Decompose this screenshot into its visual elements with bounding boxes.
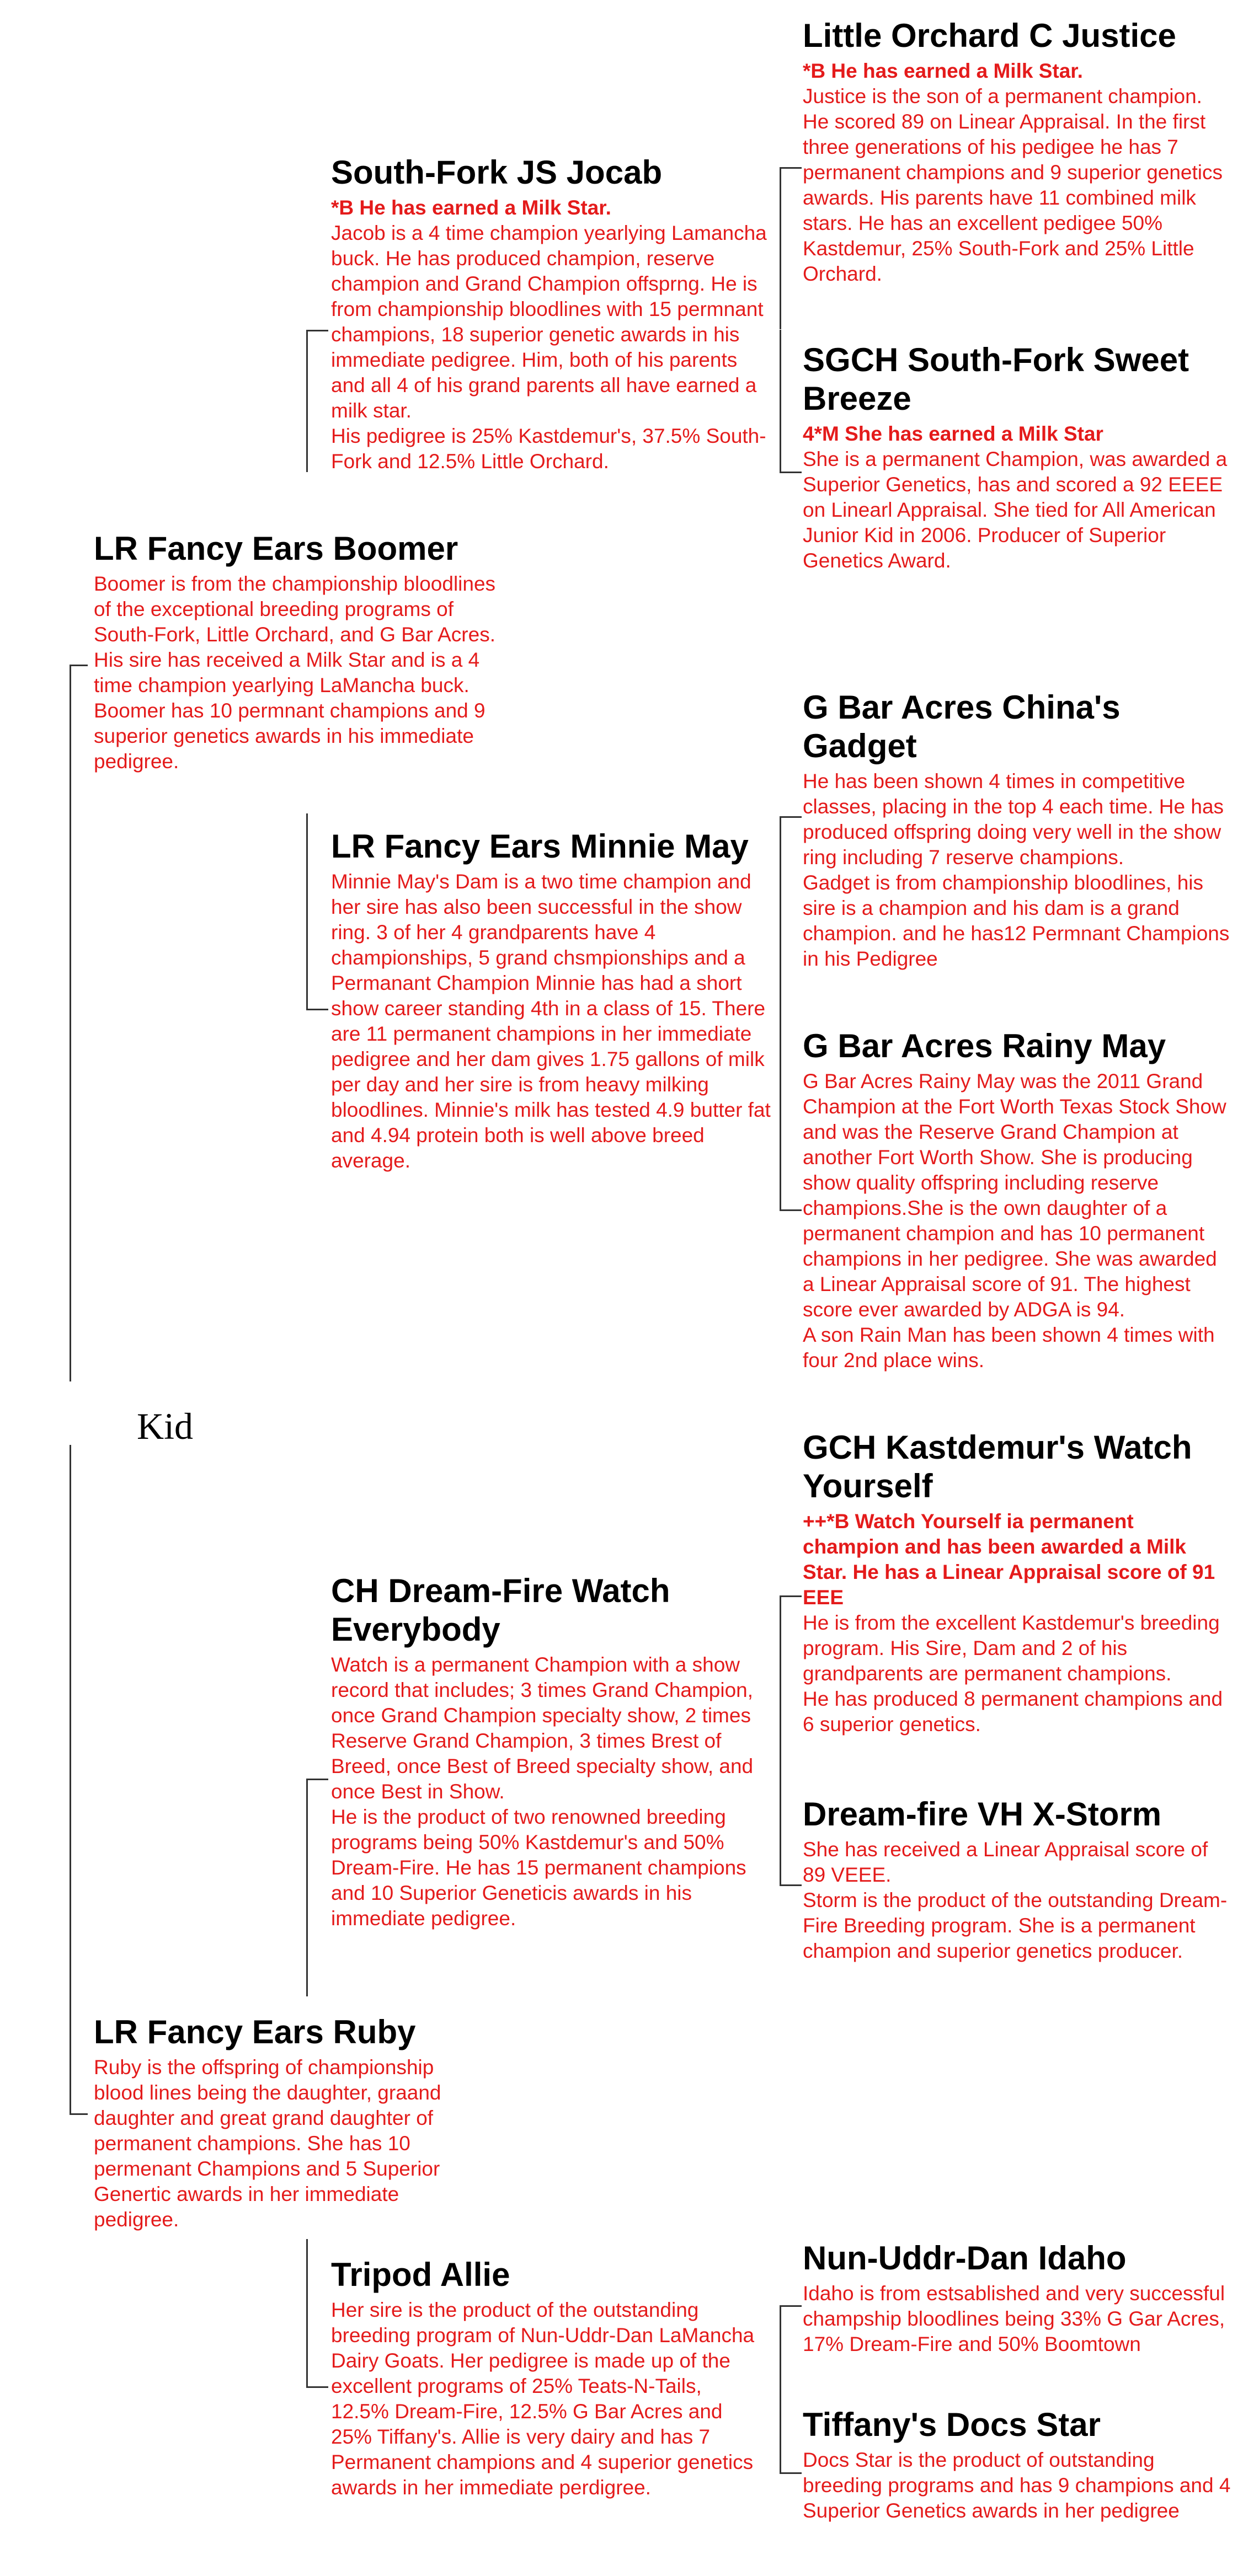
description-paragraph: Her sire is the product of the outstanding breeding program of Nun-Uddr-Dan LaMancha Dairy Goats. Her pedigree is made up of the excellent programs of 25% Teats-N-Tails, 12.5% Dream-Fire, 12.5% G Bar Acres and 25% Tiffany's. Allie is very dairy and has 7 Permanent champions and 4 superior genetics awards in her immediate perdigree. — [331, 2299, 755, 2499]
minnie-dam-tick — [780, 1209, 802, 1211]
description-paragraph: A son Rain Man has been shown 4 times with four 2nd place wins. — [803, 1324, 1215, 1372]
watch-sire-bracket-line — [780, 1595, 781, 1779]
kid-sire-tick — [70, 665, 88, 666]
jocab-sire-tick — [780, 167, 802, 169]
description-paragraph: G Bar Acres Rainy May was the 2011 Grand Champion at the Fort Worth Texas Stock Show and was the Reserve Grand Champion at another Fort Worth Show. She is producing show quality offspring including reserve champions.She is the own daughter of a permanent champion and has 10 permanent champions in her pedigree. She was awarded a Linear Appraisal score of 91. The highest score ever awarded by ADGA is 94. — [803, 1070, 1226, 1321]
minnie-sire-bracket-line — [780, 816, 781, 1010]
milk-star-note: *B He has earned a Milk Star. — [331, 196, 611, 219]
animal-name: SGCH South-Fork Sweet Breeze — [803, 341, 1189, 417]
description-paragraph: Idaho is from estsablished and very successful champship bloodlines being 33% G Gar Acres, 17% Dream-Fire and 50% Boomtown — [803, 2282, 1225, 2355]
ruby-dam-bracket-line — [306, 2239, 308, 2388]
description-paragraph: Ruby is the offspring of championship blood lines being the daughter, graand daughter and great grand daughter of permanent champions. She has 10 permenant Champions and 5 Superior Genertic awards in her immediate pedigree. — [94, 2056, 441, 2231]
ruby-sire-bracket-line — [306, 1779, 308, 1996]
animal-card-g-bar-acres-rainy-may — [803, 1027, 1233, 1373]
animal-name: LR Fancy Ears Minnie May — [331, 828, 749, 865]
animal-name: Tiffany's Docs Star — [803, 2406, 1101, 2443]
animal-name: G Bar Acres China's Gadget — [803, 689, 1121, 764]
milk-star-note: ++*B Watch Yourself ia permanent champion and has been awarded a Milk Star. He has a Linear Appraisal score of 91 EEE — [803, 1510, 1215, 1609]
milk-star-note: 4*M She has earned a Milk Star — [803, 422, 1103, 445]
boomer-dam-tick — [306, 1009, 328, 1010]
description-paragraph: His pedigree is 25% Kastdemur's, 37.5% South-Fork and 12.5% Little Orchard. — [331, 425, 766, 473]
animal-name: Dream-fire VH X-Storm — [803, 1796, 1162, 1833]
animal-name: CH Dream-Fire Watch Everybody — [331, 1572, 670, 1648]
watch-sire-tick — [780, 1595, 802, 1597]
animal-card-nun-uddr-dan-idaho — [803, 2239, 1233, 2357]
animal-card-tiffanys-docs-star — [803, 2406, 1233, 2524]
kid-dam-tick — [70, 2113, 88, 2115]
description-paragraph: Watch is a permanent Champion with a show record that includes; 3 times Grand Champion, once Grand Champion specialty show, 2 times Reserve Grand Champion, 3 times Brest of Breed, once Best of Breed specialty show, and once Best in Show. — [331, 1653, 754, 1803]
description-paragraph: Justice is the son of a permanent champion. He scored 89 on Linear Appraisal. In the first three generations of his pedigee he has 7 permanent champions and 9 superior genetics awards. His parents have 11 combined milk stars. He has an excellent pedigee 50% Kastdemur, 25% South-Fork and 25% Little Orchard. — [803, 85, 1223, 285]
animal-name: Nun-Uddr-Dan Idaho — [803, 2240, 1127, 2277]
description-paragraph: He has been shown 4 times in competitive classes, placing in the top 4 each time. He has produced offspring doing very well in the show ring including 7 reserve champions. — [803, 770, 1224, 869]
animal-card-gch-kastdemurs-watch-yourself — [803, 1428, 1233, 1737]
jocab-dam-bracket-line — [780, 330, 781, 473]
kid-dam-bracket-line — [70, 1445, 71, 2115]
jocab-dam-tick — [780, 472, 802, 473]
minnie-sire-tick — [780, 816, 802, 818]
description-paragraph: He has produced 8 permanent champions and 6 superior genetics. — [803, 1688, 1223, 1736]
boomer-sire-tick — [306, 330, 328, 331]
animal-card-lr-fancy-ears-minnie-may — [331, 827, 772, 1174]
description-paragraph: She has received a Linear Appraisal score of 89 VEEE. — [803, 1838, 1208, 1886]
allie-sire-tick — [780, 2305, 802, 2307]
animal-card-lr-fancy-ears-boomer — [94, 529, 513, 774]
animal-name: Tripod Allie — [331, 2256, 510, 2293]
description-paragraph: Gadget is from championship bloodlines, his sire is a champion and his dam is a grand champion. and he has12 Permnant Champions in his Pedigree — [803, 871, 1230, 970]
allie-dam-bracket-line — [780, 2387, 781, 2474]
kid-label: Kid — [137, 1405, 193, 1447]
description-paragraph: He is from the excellent Kastdemur's breeding program. His Sire, Dam and 2 of his grandparents are permanent champions. — [803, 1611, 1220, 1685]
animal-name: GCH Kastdemur's Watch Yourself — [803, 1429, 1192, 1504]
animal-card-g-bar-acres-chinas-gadget — [803, 688, 1233, 972]
allie-sire-bracket-line — [780, 2305, 781, 2387]
ruby-dam-tick — [306, 2386, 328, 2388]
milk-star-note: *B He has earned a Milk Star. — [803, 60, 1083, 82]
animal-name: LR Fancy Ears Ruby — [94, 2013, 416, 2050]
description-paragraph: Boomer is from the championship bloodlines of the exceptional breeding programs of South-Fork, Little Orchard, and G Bar Acres. His sire has received a Milk Star and is a 4 time champion yearlying LaMancha buck. Boomer has 10 permnant champions and 9 superior genetics awards in his immediate pedigree. — [94, 572, 496, 773]
description-paragraph: Storm is the product of the outstanding Dream-Fire Breeding program. She is a permanent champion and superior genetics producer. — [803, 1889, 1228, 1962]
jocab-sire-bracket-line — [780, 167, 781, 329]
animal-card-little-orchard-c-justice — [803, 17, 1233, 287]
animal-name: G Bar Acres Rainy May — [803, 1027, 1166, 1064]
description-paragraph: He is the product of two renowned breeding programs being 50% Kastdemur's and 50% Dream-Fire. He has 15 permanent champions and 10 Superior Geneticis awards in his immediate pedigree. — [331, 1806, 746, 1930]
animal-name: South-Fork JS Jocab — [331, 154, 663, 191]
animal-name: Little Orchard C Justice — [803, 17, 1176, 54]
description-paragraph: Minnie May's Dam is a two time champion and her sire has also been successful in the show ring. 3 of her 4 grandparents have 4 championships, 5 grand chsmpionships and a Permanant Champion Minnie has had a short show career standing 4th in a class of 15. There are 11 permanent champions in her immediate pedigree and her dam gives 1.75 gallons of milk per day and her sire is from heavy milking bloodlines. Minnie's milk has tested 4.9 butter fat and 4.94 protein both is well above breed average. — [331, 870, 771, 1172]
animal-card-ch-dream-fire-watch-everybody — [331, 1572, 761, 1931]
animal-card-lr-fancy-ears-ruby — [94, 2013, 480, 2232]
minnie-dam-bracket-line — [780, 1010, 781, 1211]
animal-card-south-fork-js-jocab — [331, 153, 772, 474]
boomer-dam-bracket-line — [306, 813, 308, 1010]
ruby-sire-tick — [306, 1779, 328, 1780]
watch-dam-bracket-line — [780, 1779, 781, 1886]
animal-name: LR Fancy Ears Boomer — [94, 530, 458, 567]
allie-dam-tick — [780, 2472, 802, 2474]
animal-card-sgch-south-fork-sweet-breeze — [803, 341, 1233, 574]
description-paragraph: Jacob is a 4 time champion yearlying Lamancha buck. He has produced champion, reserve champion and Grand Champion offsprng. He is from championship bloodlines with 15 permnant champions, 18 superior genetic awards in his immediate pedigree. Him, both of his parents and all 4 of his grand parents all have earned a milk star. — [331, 222, 767, 422]
kid-sire-bracket-line — [70, 665, 71, 1381]
animal-card-tripod-allie — [331, 2256, 761, 2500]
description-paragraph: She is a permanent Champion, was awarded a Superior Genetics, has and scored a 92 EEEE on Linearl Appraisal. She tied for All American Junior Kid in 2006. Producer of Superior Genetics Award. — [803, 448, 1228, 572]
description-paragraph: Docs Star is the product of outstanding breeding programs and has 9 champions and 4 Superior Genetics awards in her pedigree — [803, 2449, 1231, 2522]
animal-card-dream-fire-vh-x-storm — [803, 1795, 1233, 1964]
watch-dam-tick — [780, 1884, 802, 1886]
boomer-sire-bracket-line — [306, 330, 308, 472]
